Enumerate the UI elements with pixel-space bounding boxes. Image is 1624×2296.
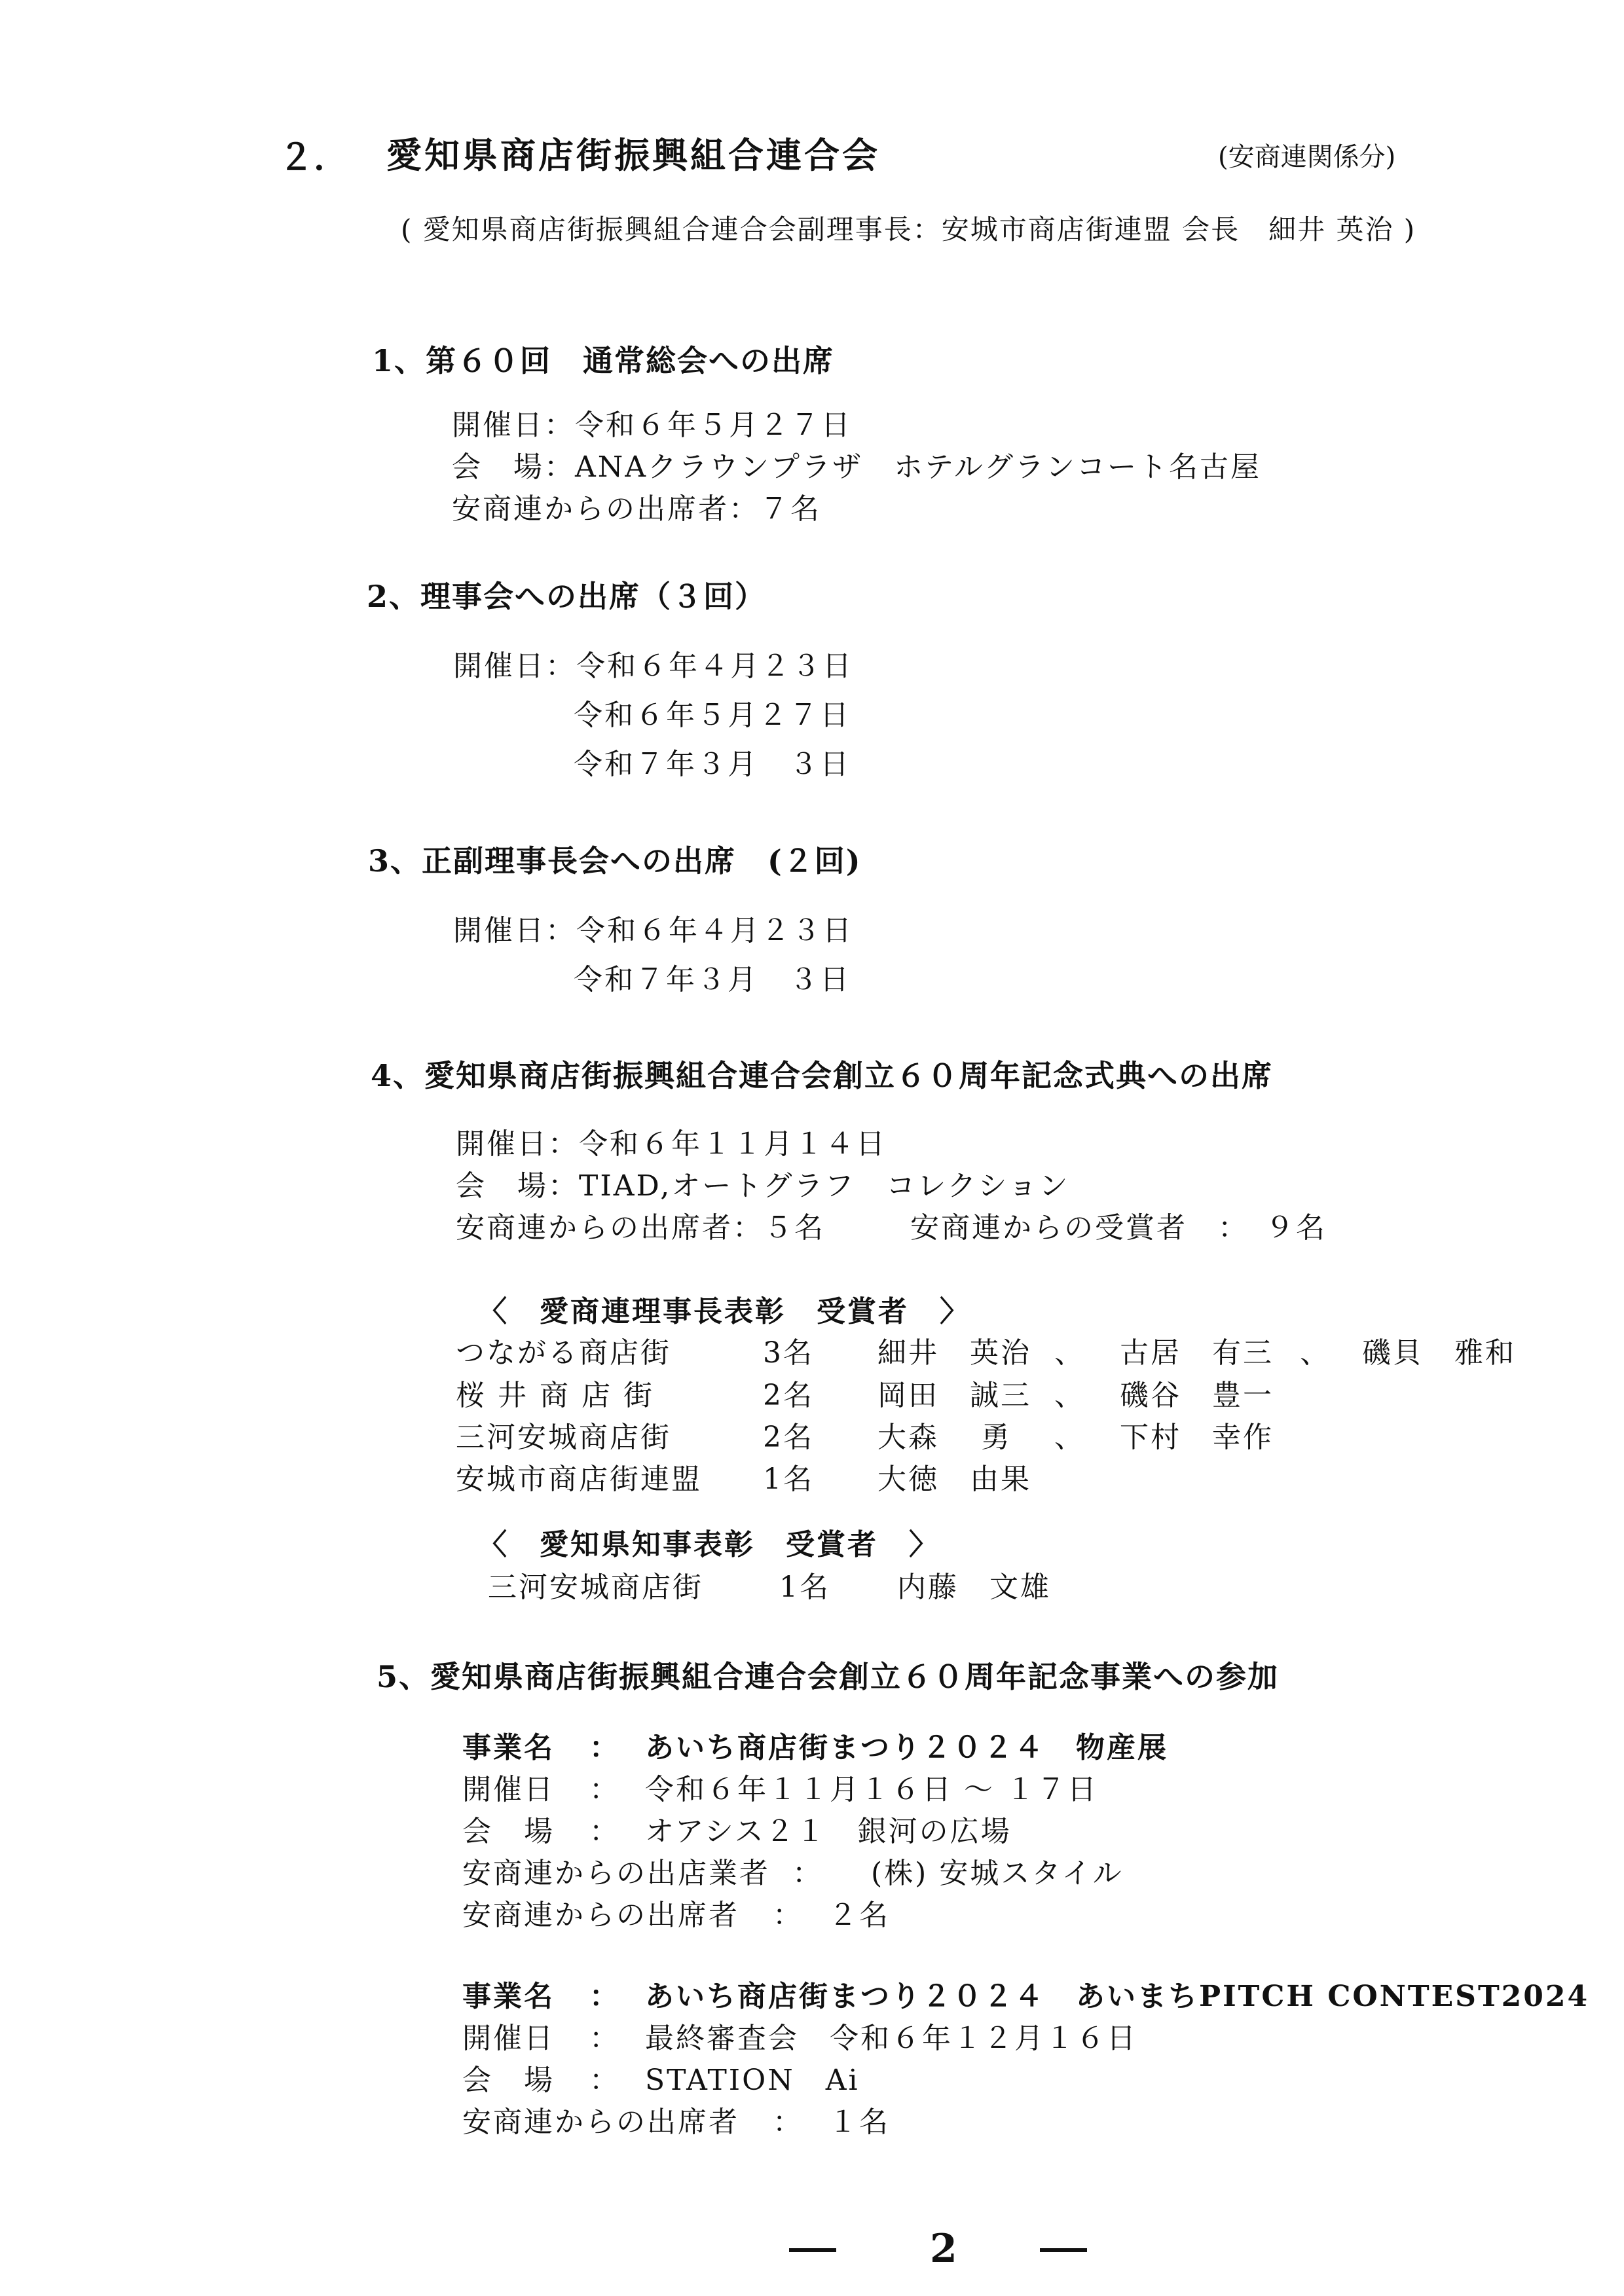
award-name: 磯谷 豊一 <box>1120 1379 1274 1412</box>
award-count: 2名 <box>763 1379 814 1412</box>
award-sep: 、 <box>1054 1421 1085 1454</box>
event-label: 開催日 <box>462 2022 555 2055</box>
s4-date: 開催日：令和６年１１月１４日 <box>456 1127 887 1161</box>
award-name: 磯貝 雅和 <box>1362 1336 1516 1370</box>
section-number: ２． <box>278 136 349 178</box>
event-sep: ： <box>589 1815 620 1848</box>
award-name: 下村 幸作 <box>1120 1421 1274 1454</box>
s2-date-2: 令和６年５月２７日 <box>574 699 851 732</box>
award-name: 古居 有三 <box>1120 1336 1274 1370</box>
award-name: 大森 勇 <box>877 1421 1012 1454</box>
event-label: 開催日 <box>462 1773 555 1806</box>
s4-attendees: 安商連からの出席者：５名 <box>456 1211 825 1245</box>
award-group: つながる商店街 <box>456 1336 671 1370</box>
award-name: 内藤 文雄 <box>897 1571 1051 1604</box>
award-1-title: 〈 愛商連理事長表彰 受賞者 〉 <box>478 1295 970 1328</box>
event-value: STATION Ai <box>645 2064 860 2097</box>
award-group: 三河安城商店街 <box>456 1421 671 1454</box>
section-5-heading: 5、愛知県商店街振興組合連合会創立６０周年記念事業への参加 <box>377 1659 1280 1694</box>
award-group: 安城市商店街連盟 <box>456 1463 702 1496</box>
event-sep: ： <box>589 1980 620 2013</box>
footer-dash-right <box>1040 2248 1087 2252</box>
award-2-title: 〈 愛知県知事表彰 受賞者 〉 <box>478 1528 940 1561</box>
event-value: 令和６年１１月１６日 ～ １７日 <box>645 1773 1098 1806</box>
event-value: １名 <box>828 2105 890 2139</box>
event-sep: ： <box>773 2105 803 2139</box>
event-value: オアシス２１ 銀河の広場 <box>645 1815 1012 1848</box>
section-4-heading: 4、愛知県商店街振興組合連合会創立６０周年記念式典への出席 <box>371 1058 1274 1093</box>
s2-date-3: 令和７年３月 ３日 <box>574 748 851 781</box>
event-label: 安商連からの出店業者 <box>462 1857 770 1890</box>
event-sep: ： <box>589 2022 620 2055</box>
event-label: 事業名 <box>462 1731 555 1764</box>
event-value: あいち商店街まつり２０２４ あいまちPITCH CONTEST2024 <box>645 1980 1590 2013</box>
award-name: 大徳 由果 <box>877 1463 1031 1496</box>
title-note: (安商連関係分) <box>1218 142 1396 172</box>
s3-date-1: 開催日：令和６年４月２３日 <box>453 914 853 947</box>
s2-date-1: 開催日：令和６年４月２３日 <box>453 649 853 683</box>
event-sep: ： <box>792 1857 823 1890</box>
event-value: ２名 <box>828 1899 890 1932</box>
award-sep: 、 <box>1054 1379 1085 1412</box>
s4-venue: 会 場：TIAD,オートグラフ コレクション <box>456 1169 1070 1203</box>
event-sep: ： <box>589 2064 620 2097</box>
event-sep: ： <box>773 1899 803 1932</box>
award-sep: 、 <box>1054 1336 1085 1370</box>
page-number: 2 <box>930 2226 957 2272</box>
award-count: 3名 <box>763 1336 814 1370</box>
award-group: 三河安城商店街 <box>488 1571 703 1604</box>
section-2-heading: 2、理事会への出席（３回） <box>367 579 767 614</box>
award-count: 1名 <box>779 1571 830 1604</box>
award-sep: 、 <box>1300 1336 1331 1370</box>
s3-date-2: 令和７年３月 ３日 <box>574 963 851 996</box>
s1-venue: 会 場：ANAクラウンプラザ ホテルグランコート名古屋 <box>452 450 1261 484</box>
event-value: 最終審査会 令和６年１２月１６日 <box>645 2022 1137 2055</box>
subtitle: ( 愛知県商店街振興組合連合会副理事長：安城市商店街連盟 会長 細井 英治 ) <box>401 213 1416 246</box>
event-label: 安商連からの出席者 <box>462 1899 739 1932</box>
s1-attendees: 安商連からの出席者：７名 <box>452 492 821 526</box>
event-label: 安商連からの出席者 <box>462 2105 739 2139</box>
page-title: 愛知県商店街振興組合連合会 <box>386 134 880 176</box>
event-label: 会 場 <box>462 1815 555 1848</box>
event-value: (株) 安城スタイル <box>871 1857 1124 1890</box>
event-label: 事業名 <box>462 1980 555 2013</box>
event-value: あいち商店街まつり２０２４ 物産展 <box>645 1731 1168 1764</box>
award-name: 細井 英治 <box>877 1336 1031 1370</box>
award-group: 桜 井 商 店 街 <box>456 1379 654 1412</box>
footer-dash-left <box>789 2248 836 2252</box>
event-label: 会 場 <box>462 2064 555 2097</box>
s1-date: 開催日：令和６年５月２７日 <box>452 409 852 442</box>
award-name: 岡田 誠三 <box>877 1379 1031 1412</box>
award-count: 1名 <box>763 1463 814 1496</box>
section-3-heading: 3、正副理事長会への出席 (２回) <box>368 843 862 879</box>
section-1-heading: 1、第６０回 通常総会への出席 <box>372 343 835 378</box>
event-sep: ： <box>589 1773 620 1806</box>
award-count: 2名 <box>763 1421 814 1454</box>
s4-awardees: 安商連からの受賞者 ： ９名 <box>910 1211 1327 1245</box>
event-sep: ： <box>589 1731 620 1764</box>
